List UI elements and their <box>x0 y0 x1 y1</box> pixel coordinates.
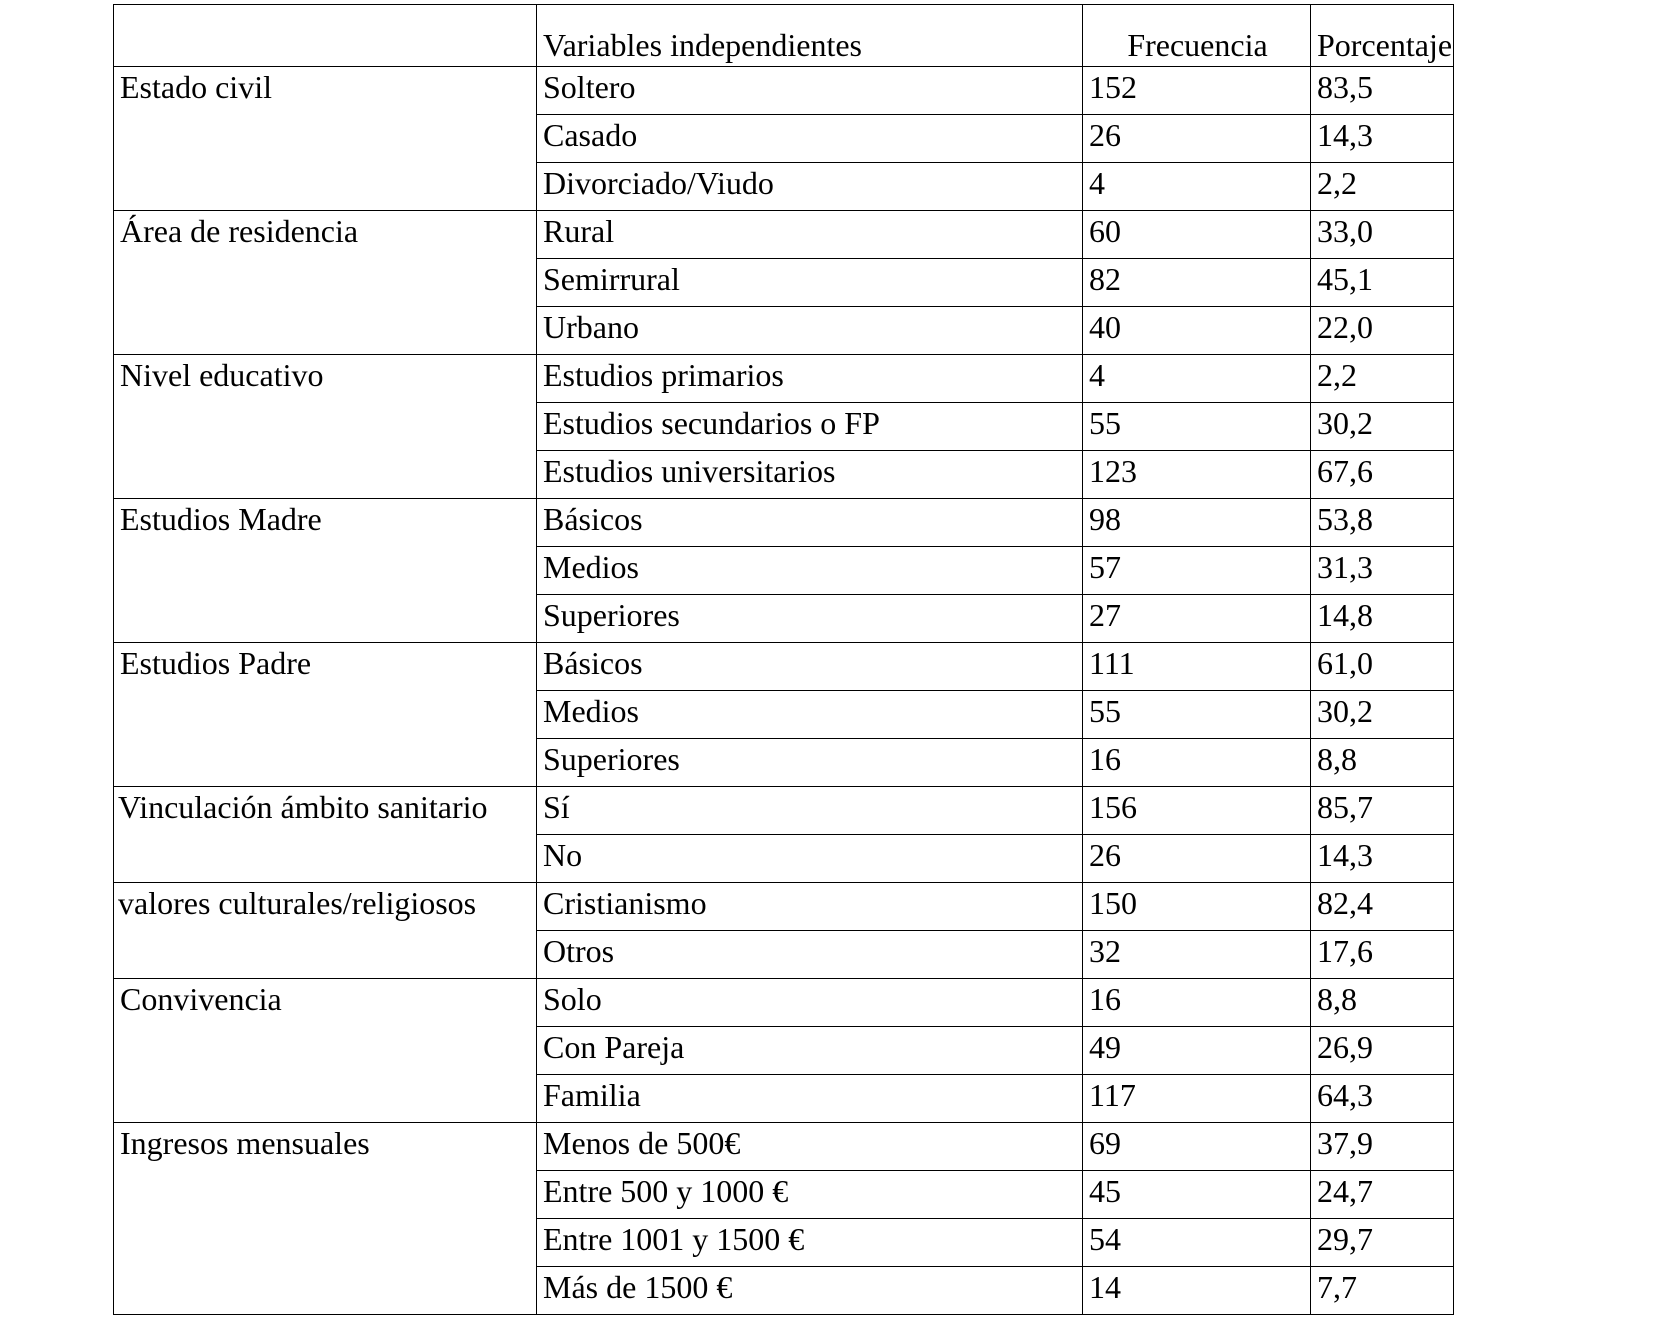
frequency-cell: 117 <box>1083 1075 1311 1123</box>
variable-cell: Soltero <box>537 67 1083 115</box>
variable-cell: Rural <box>537 211 1083 259</box>
category-label-cell: Estudios Madre <box>114 499 537 643</box>
variable-cell: Con Pareja <box>537 1027 1083 1075</box>
table-header-row <box>114 5 1454 67</box>
frequency-cell: 14 <box>1083 1267 1311 1315</box>
frequency-cell: 40 <box>1083 307 1311 355</box>
table-row <box>114 499 1454 547</box>
variable-cell: Básicos <box>537 499 1083 547</box>
percentage-cell: 82,4 <box>1311 883 1454 931</box>
frequency-cell: 16 <box>1083 979 1311 1027</box>
table-row <box>114 979 1454 1027</box>
percentage-cell: 2,2 <box>1311 163 1454 211</box>
frequency-table-container <box>113 4 1453 1315</box>
percentage-cell: 17,6 <box>1311 931 1454 979</box>
frequency-cell: 156 <box>1083 787 1311 835</box>
percentage-cell: 37,9 <box>1311 1123 1454 1171</box>
percentage-cell: 26,9 <box>1311 1027 1454 1075</box>
percentage-cell: 22,0 <box>1311 307 1454 355</box>
table-row <box>114 787 1454 835</box>
frequency-cell: 69 <box>1083 1123 1311 1171</box>
percentage-cell: 30,2 <box>1311 691 1454 739</box>
frequency-cell: 32 <box>1083 931 1311 979</box>
frequency-cell: 4 <box>1083 355 1311 403</box>
variable-cell: Medios <box>537 691 1083 739</box>
frequency-cell: 45 <box>1083 1171 1311 1219</box>
percentage-cell: 30,2 <box>1311 403 1454 451</box>
table-row <box>114 67 1454 115</box>
variable-cell: Casado <box>537 115 1083 163</box>
variable-cell: Urbano <box>537 307 1083 355</box>
category-label-cell: Área de residencia <box>114 211 537 355</box>
frequency-cell: 54 <box>1083 1219 1311 1267</box>
variable-cell: Sí <box>537 787 1083 835</box>
header-cell-variable: Variables independientes <box>537 5 1083 67</box>
percentage-cell: 67,6 <box>1311 451 1454 499</box>
header-cell-percentage: Porcentaje <box>1311 5 1454 67</box>
variable-cell: Divorciado/Viudo <box>537 163 1083 211</box>
variable-cell: Estudios universitarios <box>537 451 1083 499</box>
percentage-cell: 31,3 <box>1311 547 1454 595</box>
variable-cell: Superiores <box>537 739 1083 787</box>
variable-cell: Más de 1500 € <box>537 1267 1083 1315</box>
frequency-cell: 49 <box>1083 1027 1311 1075</box>
percentage-cell: 8,8 <box>1311 979 1454 1027</box>
frequency-cell: 60 <box>1083 211 1311 259</box>
table-row <box>114 643 1454 691</box>
frequency-cell: 152 <box>1083 67 1311 115</box>
variable-cell: Entre 1001 y 1500 € <box>537 1219 1083 1267</box>
percentage-cell: 33,0 <box>1311 211 1454 259</box>
variable-cell: Estudios primarios <box>537 355 1083 403</box>
variable-cell: Medios <box>537 547 1083 595</box>
frequency-cell: 123 <box>1083 451 1311 499</box>
category-label-cell: Ingresos mensuales <box>114 1123 537 1315</box>
variable-cell: Solo <box>537 979 1083 1027</box>
frequency-cell: 150 <box>1083 883 1311 931</box>
percentage-cell: 14,8 <box>1311 595 1454 643</box>
frequency-cell: 111 <box>1083 643 1311 691</box>
variable-cell: Familia <box>537 1075 1083 1123</box>
table-row <box>114 355 1454 403</box>
header-cell-frequency: Frecuencia <box>1083 5 1311 67</box>
header-cell-category <box>114 5 537 67</box>
variable-cell: Básicos <box>537 643 1083 691</box>
percentage-cell: 61,0 <box>1311 643 1454 691</box>
percentage-cell: 14,3 <box>1311 115 1454 163</box>
variable-cell: Superiores <box>537 595 1083 643</box>
variable-cell: Otros <box>537 931 1083 979</box>
percentage-cell: 7,7 <box>1311 1267 1454 1315</box>
frequency-cell: 27 <box>1083 595 1311 643</box>
percentage-cell: 53,8 <box>1311 499 1454 547</box>
frequency-cell: 26 <box>1083 835 1311 883</box>
frequency-cell: 16 <box>1083 739 1311 787</box>
table-row <box>114 1123 1454 1171</box>
percentage-cell: 2,2 <box>1311 355 1454 403</box>
frequency-cell: 55 <box>1083 403 1311 451</box>
frequency-cell: 98 <box>1083 499 1311 547</box>
frequency-cell: 82 <box>1083 259 1311 307</box>
percentage-cell: 29,7 <box>1311 1219 1454 1267</box>
percentage-cell: 8,8 <box>1311 739 1454 787</box>
category-label-cell: Estudios Padre <box>114 643 537 787</box>
variable-cell: Semirrural <box>537 259 1083 307</box>
variable-cell: Estudios secundarios o FP <box>537 403 1083 451</box>
table-row <box>114 211 1454 259</box>
category-label-cell: Convivencia <box>114 979 537 1123</box>
category-label-cell: Vinculación ámbito sanitario <box>114 787 537 883</box>
category-label-cell: valores culturales/religiosos <box>114 883 537 979</box>
percentage-cell: 83,5 <box>1311 67 1454 115</box>
frequency-cell: 57 <box>1083 547 1311 595</box>
variable-cell: Cristianismo <box>537 883 1083 931</box>
variable-cell: No <box>537 835 1083 883</box>
percentage-cell: 45,1 <box>1311 259 1454 307</box>
table-row <box>114 883 1454 931</box>
percentage-cell: 85,7 <box>1311 787 1454 835</box>
frequency-cell: 55 <box>1083 691 1311 739</box>
variable-cell: Menos de 500€ <box>537 1123 1083 1171</box>
descriptive-statistics-table <box>113 4 1454 1315</box>
category-label-cell: Estado civil <box>114 67 537 211</box>
percentage-cell: 24,7 <box>1311 1171 1454 1219</box>
percentage-cell: 14,3 <box>1311 835 1454 883</box>
percentage-cell: 64,3 <box>1311 1075 1454 1123</box>
category-label-cell: Nivel educativo <box>114 355 537 499</box>
frequency-cell: 4 <box>1083 163 1311 211</box>
variable-cell: Entre 500 y 1000 € <box>537 1171 1083 1219</box>
frequency-cell: 26 <box>1083 115 1311 163</box>
